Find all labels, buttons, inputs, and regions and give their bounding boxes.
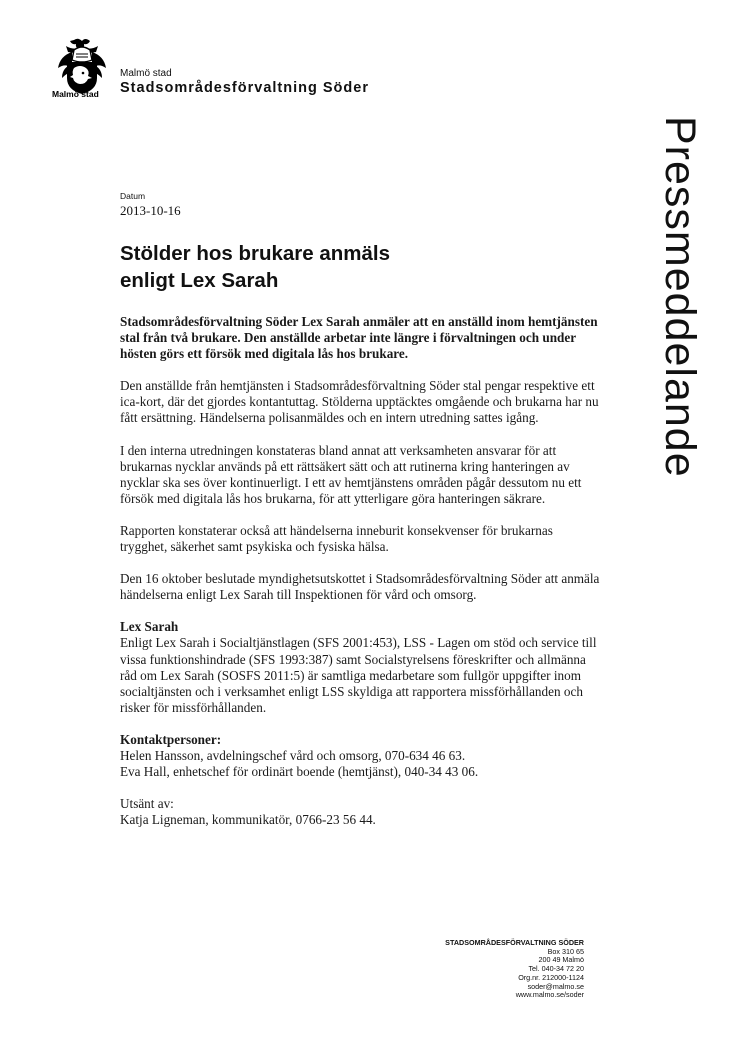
body-paragraph: Rapporten konstaterar också att händelserna inneburit konsekvenser för brukarnas trygghet, säkerhet samt psykiska och fysiska hälsa.	[120, 522, 553, 555]
footer-orgnr: Org.nr. 212000-1124	[518, 972, 584, 982]
date-label: Datum	[120, 191, 146, 201]
footer-address-block	[445, 939, 584, 1000]
contact-line: Helen Hansson, avdelningschef vård och omsorg, 070-634 46 63.	[120, 747, 466, 763]
body-paragraph: Den anställde från hemtjänsten i Stadsområdesförvaltning Söder stal pengar respektive ett ica-kort, där det gjordes kontantuttag. Stölderna upptäcktes omgående och brukarna har nu fått ersättning. Händelserna polisanmäldes och en intern utredning sattes igång.	[120, 378, 599, 426]
logo-caption: Malmö stad	[52, 89, 99, 99]
footer-phone: Tel. 040-34 72 20	[528, 964, 584, 974]
footer-box: Box 310 65	[547, 946, 584, 956]
sender-name: Katja Ligneman, kommunikatör, 0766-23 56 44.	[120, 812, 376, 828]
org-city-label: Malmö stad	[120, 68, 172, 79]
footer-org: STADSOMRÅDESFÖRVALTNING SÖDER	[445, 938, 584, 947]
footer-web: www.malmo.se/soder	[515, 990, 584, 1000]
lex-sarah-text: Enligt Lex Sarah i Socialtjänstlagen (SFS 2001:453), LSS - Lagen om stöd och service till vissa funktionshindrade (SFS 1993:387) samt Socialstyrelsens föreskrifter och allmänna råd om Lex Sarah (SOSFS 2011:5) är samtliga medarbetare som fullgör uppgifter inom socialtjänsten och i verksamhet enligt LSS skyldiga att rapportera missförhållanden och risker för missförhållanden.	[120, 635, 597, 715]
lex-sarah-heading: Lex Sarah	[120, 619, 179, 635]
sender-section	[120, 796, 600, 828]
body-paragraph: I den interna utredningen konstateras bland annat att verksamheten ansvarar för att brukarnas nycklar används på ett rättsäkert sätt och att rutinerna kring hanteringen av nycklar ska ses över kontinuerligt. I ett av hemtjänstens områden pågår dessutom nu ett försök med digitala lås hos brukarna, för att ytterligare göra hanteringen säkrare.	[120, 442, 582, 506]
contact-line: Eva Hall, enhetschef för ordinärt boende (hemtjänst), 040-34 43 06.	[120, 764, 479, 780]
footer-email: soder@malmo.se	[527, 981, 584, 991]
lex-sarah-section	[120, 619, 600, 716]
date-value: 2013-10-16	[120, 203, 181, 218]
side-title-pressmeddelande: Pressmeddelande	[656, 116, 704, 478]
headline-line-2: enligt Lex Sarah	[120, 269, 279, 292]
headline-line-1: Stölder hos brukare anmäls	[120, 242, 391, 265]
body-paragraph: Den 16 oktober beslutade myndighetsutskottet i Stadsområdesförvaltning Söder att anmäla händelserna enligt Lex Sarah till Inspektionen för vård och omsorg.	[120, 571, 600, 603]
org-name: Stadsområdesförvaltning Söder	[120, 80, 369, 96]
contacts-section	[120, 732, 600, 780]
article-body	[120, 314, 600, 844]
sender-label: Utsänt av:	[120, 796, 174, 812]
contacts-heading: Kontaktpersoner:	[120, 731, 222, 747]
lead-paragraph: Stadsområdesförvaltning Söder Lex Sarah anmäler att en anställd inom hemtjänsten stal från två brukare. Den anställde arbetar inte längre i förvaltningen och under hösten görs ett försök med digitala lås hos brukare.	[120, 314, 598, 362]
page-title	[120, 240, 540, 294]
footer-city: 200 49 Malmö	[538, 955, 584, 965]
